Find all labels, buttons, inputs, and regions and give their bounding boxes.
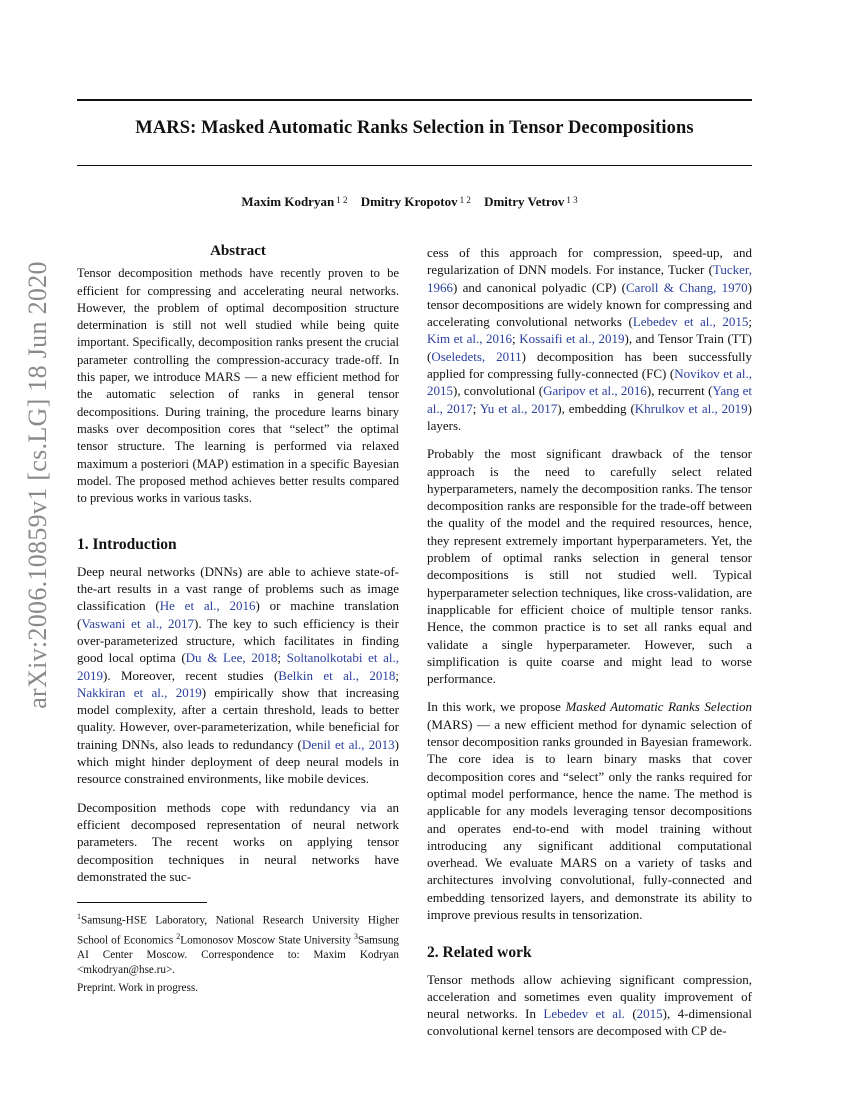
citation-link[interactable]: Novikov et al., 2015	[427, 366, 752, 399]
related-paragraph-1	[427, 971, 752, 1040]
citation-link[interactable]: Belkin et al., 2018	[278, 667, 396, 683]
text-run: ) which might hinder deployment of deep neural models in resource constrained environments, like mobile devices.	[77, 736, 399, 787]
citation-link[interactable]: Khrulkov et al., 2019	[634, 400, 748, 416]
text-run: cess of this approach for compression, speed-up, and regularization of DNN models. For instance, Tucker (	[427, 245, 752, 278]
arxiv-sidebar	[22, 261, 54, 709]
affiliation-footnote	[77, 909, 399, 978]
text-run: (MARS) — a new efficient method for dynamic selection of tensor decomposition ranks grounded in Bayesian framework. The core idea is to learn binary masks that cover decomposition cores and “select” only the ranks required for optimal model performance, hence the name. The method is applicable for any models leveraging tensor decompositions and operates end-to-end with model training without introducing any significant additional computational overhead. We evaluate MARS on a variety of tasks and architectures involving convolutional, fully-connected and embedding tensorized layers, and demonstrate its ability to improve previous results in tensorization.	[427, 716, 752, 922]
intro-paragraph-3	[427, 244, 752, 434]
citation-link[interactable]: Lebedev et al., 2015	[632, 314, 749, 330]
citation-link[interactable]: Kossaifi et al., 2019	[519, 331, 625, 347]
text-run: Samsung AI Center Moscow. Correspondence to: Maxim Kodryan <mkodryan@hse.ru>.	[77, 934, 400, 977]
citation-link[interactable]: Denil et al., 2013	[301, 736, 395, 752]
intro-paragraph-1	[77, 563, 399, 788]
text-run: ) layers.	[427, 400, 752, 433]
left-column	[77, 243, 399, 896]
citation-link[interactable]: Tucker, 1966	[427, 262, 752, 295]
citation-link[interactable]: Soltanolkotabi et al., 2019	[77, 650, 400, 683]
text-run: Lomonosov Moscow State University	[180, 934, 354, 947]
citation-link[interactable]: Kim et al., 2016	[427, 331, 513, 347]
intro-paragraph-4: Probably the most significant drawback of the tensor approach is the need to carefully select related hyperparameters, namely the decomposition ranks. The tensor decomposition ranks are responsible for the trade-off between the quality of the model and the required resources, hence, they represent extremely important hyperparameters. Yet, the problem of optimal ranks selection in general tensor decompositions is still not studied well. Typical hyperparameter selection techniques, like cross-validation, are inapplicable for efficient choice of multiple tensor ranks. Hence, the common practice is to set all ranks equal and validate a single hyperparameter. However, such a simplification is quite coarse and might lead to worse performance.	[427, 446, 752, 687]
citation-link[interactable]: Yu et al., 2017	[479, 400, 558, 416]
text-run: ), recurrent (	[646, 383, 713, 399]
title-bottom-rule	[77, 165, 752, 166]
author-list	[77, 194, 752, 210]
text-run: ;	[472, 400, 480, 416]
author-name: Dmitry Kropotov	[360, 194, 458, 209]
abstract-text: Tensor decomposition methods have recently proven to be efficient for compressing and accelerating neural networks. However, the problem of optimal decomposition structure determination is still not well studied while being quite important. Specifically, decomposition ranks present the crucial parameter controlling the compression-accuracy trade-off. In this paper, we introduce MARS — a new efficient method for the automatic selection of ranks in general tensor decompositions. During training, the procedure learns binary masks over decomposition cores that “select” the optimal tensor structure. The learning is performed via relaxed maximum a posteriori (MAP) estimation in a specific Bayesian model. The proposed method achieves better results compared to previous works in various tasks.	[77, 266, 399, 506]
method-name: Masked Automatic Ranks Selection	[565, 699, 752, 715]
text-run: Tensor methods allow achieving significant compression, acceleration and sometimes even quality improvement of neural networks. In	[427, 971, 752, 1022]
text-run: ), and Tensor Train (TT) (	[427, 331, 753, 364]
text-run: (	[624, 1006, 637, 1022]
citation-link[interactable]: Garipov et al., 2016	[543, 383, 647, 399]
citation-link[interactable]: Oseledets, 2011	[431, 348, 522, 364]
section-heading-related-work: 2. Related work	[427, 944, 532, 962]
text-run: ), 4-dimensional convolutional kernel tensors are decomposed with CP de-	[427, 1006, 752, 1039]
text-run: ;	[748, 314, 752, 330]
footnote-marker: 1	[77, 912, 81, 921]
intro-paragraph-2: Decomposition methods cope with redundancy via an efficient decomposed representation of neural network parameters. The recent works on applying tensor decomposition techniques in neural networks have demonstrated the suc-	[77, 799, 399, 884]
citation-link[interactable]: Nakkiran et al., 2019	[77, 684, 202, 700]
author-name: Dmitry Vetrov	[484, 194, 565, 209]
footnote-marker: 2	[176, 931, 181, 941]
intro-paragraph-5	[427, 698, 752, 923]
footnote-marker: 3	[353, 931, 358, 941]
citation-link[interactable]: Lebedev et al.	[543, 1006, 625, 1022]
text-run: ), convolutional (	[453, 383, 544, 399]
text-run: ) and canonical polyadic (CP) (	[453, 279, 626, 295]
author-affiliation: 1 2	[336, 195, 348, 205]
text-run: ). Moreover, recent studies (	[103, 667, 279, 683]
footnote-rule	[77, 902, 207, 903]
text-run: Deep neural networks (DNNs) are able to achieve state-of-the-art results in a vast range of problems such as image classification (	[77, 563, 399, 614]
text-run: ;	[277, 650, 287, 666]
text-run: ), embedding (	[557, 400, 635, 416]
citation-link[interactable]: 2015	[636, 1006, 663, 1022]
text-run: ) or machine translation (	[77, 598, 399, 631]
text-run: Samsung-HSE Laboratory, National Research University Higher School of Economics	[77, 914, 399, 947]
text-run: ) empirically show that increasing model complexity, after a certain threshold, leads to better quality. However, over-parameterization, while beneficial for training DNNs, also leads to redundancy (	[77, 684, 400, 752]
section-heading-introduction: 1. Introduction	[77, 536, 177, 554]
citation-link[interactable]: Du & Lee, 2018	[185, 650, 278, 666]
text-run: ) decomposition has been successfully applied for compressing fully-connected (FC) (	[427, 348, 752, 382]
text-run: ). The key to such efficiency is their over-parameterized structure, which facilitates in finding good local optima (	[77, 615, 399, 666]
abstract-heading: Abstract	[210, 243, 266, 259]
text-run: ) tensor decompositions are widely known for compressing and accelerating convolutional networks (	[427, 279, 753, 330]
author-affiliation: 1 3	[566, 195, 578, 205]
paper-title: MARS: Masked Automatic Ranks Selection in Tensor Decompositions	[135, 118, 694, 138]
text-run: In this work, we propose	[427, 699, 566, 715]
preprint-note: Preprint. Work in progress.	[77, 982, 199, 994]
title-top-rule	[77, 99, 752, 101]
arxiv-id: arXiv:2006.10859v1 [cs.LG] 18 Jun 2020	[23, 261, 52, 709]
text-run: ;	[512, 331, 520, 347]
citation-link[interactable]: Vaswani et al., 2017	[81, 615, 195, 631]
citation-link[interactable]: He et al., 2016	[159, 598, 256, 614]
right-column	[427, 244, 752, 1051]
text-run: ;	[395, 667, 399, 683]
citation-link[interactable]: Caroll & Chang, 1970	[626, 279, 748, 295]
citation-link[interactable]: Yang et al., 2017	[427, 383, 752, 416]
author-name: Maxim Kodryan	[241, 194, 335, 209]
author-affiliation: 1 2	[459, 195, 471, 205]
